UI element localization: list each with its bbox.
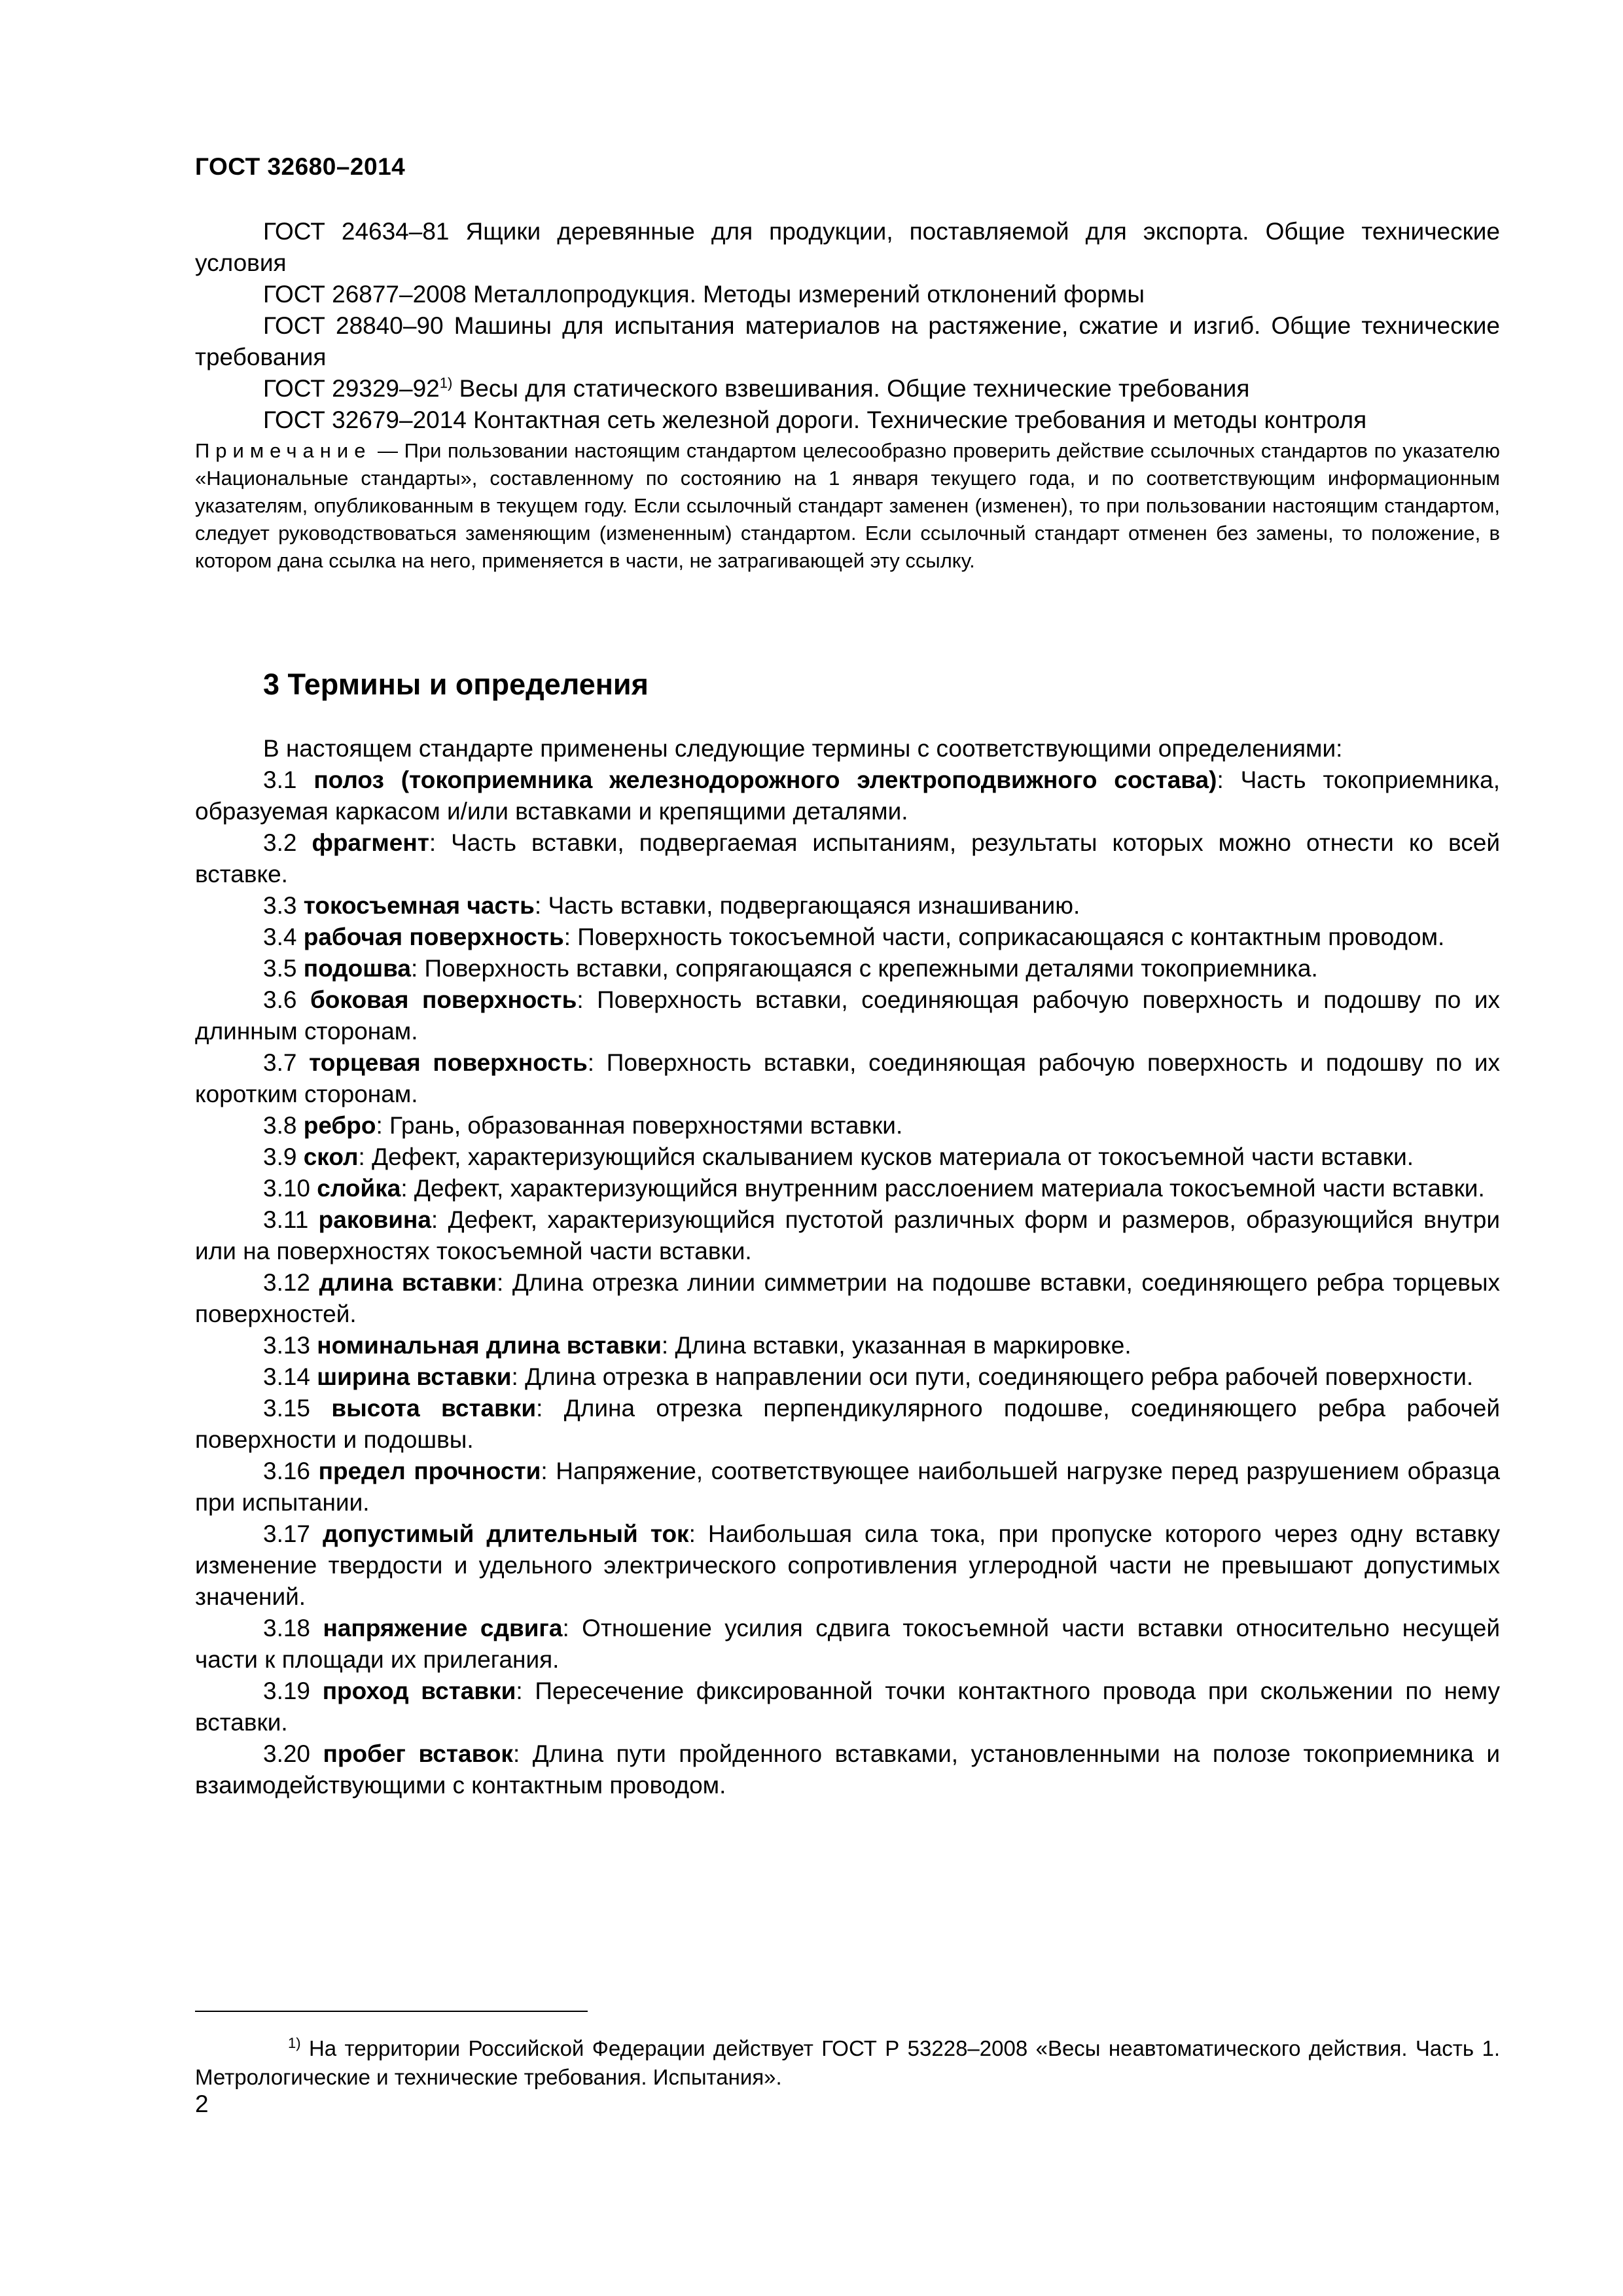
term-number: 3.14 (263, 1363, 317, 1390)
term-number: 3.10 (263, 1175, 317, 1202)
term-definition (195, 1047, 1500, 1110)
footnote-marker: 1) (288, 2035, 301, 2051)
term-text: : Длина отрезка линии симметрии на подошве вставки, соединяющего ребра торцевых поверхностей. (195, 1269, 1500, 1327)
term-number: 3.1 (263, 766, 314, 793)
term-text: : Напряжение, соответствующее наибольшей нагрузке перед разрушением образца при испытании. (195, 1458, 1500, 1516)
term-number: 3.16 (263, 1458, 319, 1484)
term-name: боковая поверхность (310, 986, 577, 1013)
term-definition (195, 1456, 1500, 1518)
term-number: 3.8 (263, 1112, 304, 1139)
term-text: : Поверхность токосъемной части, соприкасающаяся с контактным проводом. (563, 924, 1445, 950)
footnote-marker: 1) (439, 374, 453, 391)
term-name: допустимый длительный ток (323, 1520, 689, 1547)
note (195, 437, 1500, 575)
term-definition (195, 1361, 1500, 1393)
reference-item: ГОСТ 26877–2008 Металлопродукция. Методы измерений отклонений формы (263, 281, 1145, 308)
term-number: 3.18 (263, 1615, 323, 1641)
term-name: токосъемная часть (303, 892, 535, 919)
term-name: скол (303, 1143, 359, 1170)
footnote (195, 2034, 1500, 2092)
term-definition (195, 1330, 1500, 1361)
term-text: : Длина вставки, указанная в маркировке. (661, 1332, 1132, 1359)
term-text: : Наибольшая сила тока, при пропуске которого через одну вставку изменение твердости и удельного электрического сопротивления углеродной части не превышают допустимых значений. (195, 1520, 1500, 1610)
term-text: : Поверхность вставки, сопрягающаяся с крепежными деталями токоприемника. (410, 955, 1318, 982)
footnote-divider (195, 2011, 588, 2012)
term-text: : Дефект, характеризующийся пустотой различных форм и размеров, образующийся внутри или на поверхностях токосъемной части вставки. (195, 1206, 1501, 1265)
term-text: : Поверхность вставки, соединяющая рабочую поверхность и подошву по их длинным сторонам. (195, 986, 1500, 1045)
term-name: ширина вставки (317, 1363, 512, 1390)
term-name: предел прочности (318, 1458, 541, 1484)
document-header: ГОСТ 32680–2014 (195, 153, 406, 180)
term-number: 3.13 (263, 1332, 317, 1359)
terms-container (195, 764, 1500, 1801)
term-definition (195, 1676, 1500, 1738)
term-number: 3.6 (263, 986, 310, 1013)
reference-item: ГОСТ 24634–81 Ящики деревянные для продукции, поставляемой для экспорта. Общие технические условия (195, 218, 1500, 276)
note-text: — При пользовании настоящим стандартом целесообразно проверить действие ссылочных стандартов по указателю «Национальные стандарты», составленному по состоянию на 1 января текущего года, и по соответствующим информационным указателям, опубликованным в текущем году. Если ссылочный стандарт заменен (изменен), то при пользовании настоящим стандартом, следует руководствоваться заменяющим (измененным) стандартом. Если ссылочный стандарт отменен без замены, то положение, в котором дана ссылка на него, применяется в части, не затрагивающей эту ссылку. (195, 439, 1500, 572)
term-text: : Длина отрезка в направлении оси пути, соединяющего ребра рабочей поверхности. (511, 1363, 1474, 1390)
term-text: : Дефект, характеризующийся внутренним расслоением материала токосъемной части вставки. (401, 1175, 1485, 1202)
term-definition (195, 890, 1500, 922)
term-text: : Отношение усилия сдвига токосъемной части вставки относительно несущей части к площади их прилегания. (195, 1615, 1501, 1673)
term-number: 3.12 (263, 1269, 319, 1296)
term-name: пробег вставок (323, 1740, 513, 1767)
reference-title: Весы для статического взвешивания. Общие технические требования (452, 375, 1250, 402)
term-name: фрагмент (312, 829, 429, 856)
term-text: : Часть вставки, подвергаемая испытаниям, результаты которых можно отнести ко всей вставке. (195, 829, 1501, 888)
term-number: 3.7 (263, 1049, 310, 1076)
term-definition (195, 1204, 1500, 1267)
term-definition (195, 1613, 1500, 1676)
terms-list (195, 733, 1500, 1801)
term-definition (195, 764, 1500, 827)
term-number: 3.20 (263, 1740, 323, 1767)
term-number: 3.19 (263, 1677, 323, 1704)
term-text: : Поверхность вставки, соединяющая рабочую поверхность и подошву по их коротким сторонам. (195, 1049, 1500, 1107)
term-definition (195, 1267, 1500, 1330)
term-number: 3.3 (263, 892, 304, 919)
term-definition (195, 1393, 1500, 1456)
note-label: Примечание (195, 439, 372, 462)
term-number: 3.5 (263, 955, 304, 982)
term-text: : Дефект, характеризующийся скалыванием кусков материала от токосъемной части вставки. (358, 1143, 1414, 1170)
term-text: : Пересечение фиксированной точки контактного провода при скольжении по нему вставки. (195, 1677, 1500, 1736)
term-definition (195, 1738, 1500, 1801)
term-name: проход вставки (322, 1677, 516, 1704)
term-text: : Длина отрезка перпендикулярного подошве, соединяющего ребра рабочей поверхности и подошвы. (195, 1395, 1500, 1453)
term-definition (195, 984, 1500, 1047)
term-definition (195, 1110, 1500, 1141)
term-definition (195, 1141, 1500, 1173)
term-name: длина вставки (319, 1269, 497, 1296)
term-number: 3.17 (263, 1520, 323, 1547)
term-name: напряжение сдвига (323, 1615, 563, 1641)
term-name: полоз (токоприемника железнодорожного электроподвижного состава) (313, 766, 1217, 793)
footnote-text: На территории Российской Федерации действует ГОСТ Р 53228–2008 «Весы неавтоматического действия. Часть 1. Метрологические и технические требования. Испытания». (195, 2036, 1500, 2089)
term-text: : Грань, образованная поверхностями вставки. (376, 1112, 903, 1139)
term-name: ребро (303, 1112, 376, 1139)
reference-code: ГОСТ 29329–92 (263, 375, 440, 402)
term-name: рабочая поверхность (303, 924, 564, 950)
reference-item: ГОСТ 32679–2014 Контактная сеть железной дороги. Технические требования и методы контроля (263, 406, 1367, 433)
term-name: подошва (303, 955, 411, 982)
terms-intro: В настоящем стандарте применены следующие термины с соответствующими определениями: (263, 735, 1343, 762)
term-number: 3.11 (263, 1206, 319, 1233)
reference-item: ГОСТ 28840–90 Машины для испытания материалов на растяжение, сжатие и изгиб. Общие технические требования (195, 312, 1500, 370)
section-title: 3 Термины и определения (263, 668, 649, 701)
page-number: 2 (195, 2090, 209, 2117)
term-name: раковина (318, 1206, 431, 1233)
term-definition (195, 922, 1500, 953)
term-name: торцевая поверхность (309, 1049, 588, 1076)
term-number: 3.9 (263, 1143, 304, 1170)
term-number: 3.4 (263, 924, 304, 950)
reference-item (195, 373, 1500, 404)
term-text: : Часть вставки, подвергающаяся изнашиванию. (534, 892, 1080, 919)
normative-references (195, 216, 1500, 575)
term-number: 3.15 (263, 1395, 332, 1422)
term-name: высота вставки (331, 1395, 537, 1422)
term-definition (195, 953, 1500, 984)
term-definition (195, 827, 1500, 890)
term-definition (195, 1173, 1500, 1204)
term-number: 3.2 (263, 829, 312, 856)
term-name: слойка (317, 1175, 401, 1202)
term-definition (195, 1518, 1500, 1613)
term-text: : Часть токоприемника, образуемая каркасом и/или вставками и крепящими деталями. (195, 766, 1500, 825)
term-text: : Длина пути пройденного вставками, установленными на полозе токоприемника и взаимодействующими с контактным проводом. (195, 1740, 1500, 1799)
term-name: номинальная длина вставки (317, 1332, 662, 1359)
